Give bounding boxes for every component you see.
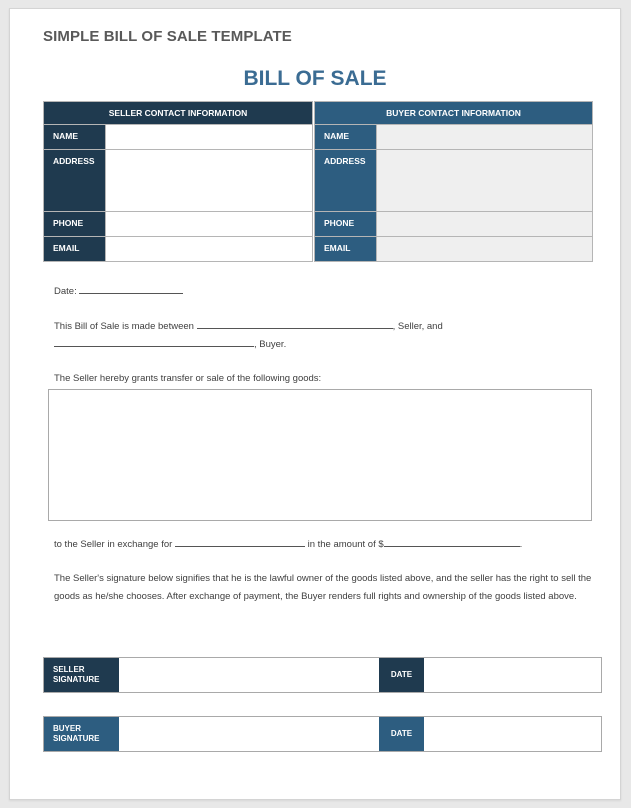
buyer-signature-label-line1: BUYER bbox=[53, 724, 82, 733]
seller-phone-label: PHONE bbox=[44, 212, 106, 237]
seller-name-label: NAME bbox=[44, 125, 106, 150]
exchange-text: to the Seller in exchange for bbox=[54, 539, 173, 550]
amount-suffix: . bbox=[519, 539, 523, 550]
buyer-name-label: NAME bbox=[315, 125, 377, 150]
buyer-name-field[interactable] bbox=[377, 125, 593, 150]
buyer-email-field[interactable] bbox=[377, 237, 593, 262]
buyer-date-label: DATE bbox=[379, 717, 424, 751]
buyer-signature-row bbox=[43, 716, 602, 752]
date-line bbox=[54, 284, 183, 297]
buyer-email-label: EMAIL bbox=[315, 237, 377, 262]
document-title: BILL OF SALE bbox=[243, 67, 387, 90]
document-page bbox=[9, 8, 621, 800]
seller-signature-label-line2: SIGNATURE bbox=[53, 675, 100, 684]
buyer-phone-field[interactable] bbox=[377, 212, 593, 237]
buyer-address-field[interactable] bbox=[377, 150, 593, 212]
exchange-blank[interactable] bbox=[175, 537, 305, 547]
seller-name-blank[interactable] bbox=[197, 319, 393, 329]
seller-statement: The Seller's signature below signifies that he is the lawful owner of the goods listed above, and the seller has the right to sell the goods as he/she chooses. After exchange of payment, the Buyer renders full rights and ownership of the goods listed above. bbox=[54, 573, 592, 602]
exchange-line bbox=[54, 537, 522, 550]
amount-text: in the amount of $ bbox=[307, 539, 384, 550]
goods-intro: The Seller hereby grants transfer or sale of the following goods: bbox=[54, 373, 322, 384]
buyer-address-label: ADDRESS bbox=[315, 150, 377, 212]
seller-signature-label bbox=[44, 658, 119, 692]
buyer-signature-label-line2: SIGNATURE bbox=[53, 734, 100, 743]
date-label: Date: bbox=[54, 286, 77, 297]
buyer-phone-label: PHONE bbox=[315, 212, 377, 237]
buyer-suffix-text: , Buyer. bbox=[254, 339, 287, 350]
seller-address-field[interactable] bbox=[106, 150, 313, 212]
buyer-contact-table bbox=[314, 101, 593, 262]
buyer-date-field[interactable] bbox=[425, 717, 601, 751]
seller-date-label: DATE bbox=[379, 658, 424, 692]
seller-phone-field[interactable] bbox=[106, 212, 313, 237]
seller-date-field[interactable] bbox=[425, 658, 601, 692]
made-between-line bbox=[54, 319, 443, 332]
seller-contact-table bbox=[43, 101, 313, 262]
seller-signature-row bbox=[43, 657, 602, 693]
amount-blank[interactable] bbox=[384, 537, 520, 547]
made-between-text: This Bill of Sale is made between bbox=[54, 321, 194, 332]
buyer-contact-header: BUYER CONTACT INFORMATION bbox=[315, 102, 593, 125]
seller-email-field[interactable] bbox=[106, 237, 313, 262]
seller-email-label: EMAIL bbox=[44, 237, 106, 262]
seller-suffix-text: , Seller, and bbox=[392, 321, 443, 332]
seller-name-field[interactable] bbox=[106, 125, 313, 150]
date-blank[interactable] bbox=[79, 284, 183, 294]
seller-address-label: ADDRESS bbox=[44, 150, 106, 212]
buyer-signature-field[interactable] bbox=[120, 717, 378, 751]
seller-signature-field[interactable] bbox=[120, 658, 378, 692]
buyer-name-blank[interactable] bbox=[54, 337, 254, 347]
goods-description-box[interactable] bbox=[48, 389, 592, 521]
seller-signature-label-line1: SELLER bbox=[53, 665, 85, 674]
template-label: SIMPLE BILL OF SALE TEMPLATE bbox=[43, 28, 292, 45]
seller-contact-header: SELLER CONTACT INFORMATION bbox=[44, 102, 313, 125]
buyer-signature-label bbox=[44, 717, 119, 751]
buyer-line bbox=[54, 337, 286, 350]
